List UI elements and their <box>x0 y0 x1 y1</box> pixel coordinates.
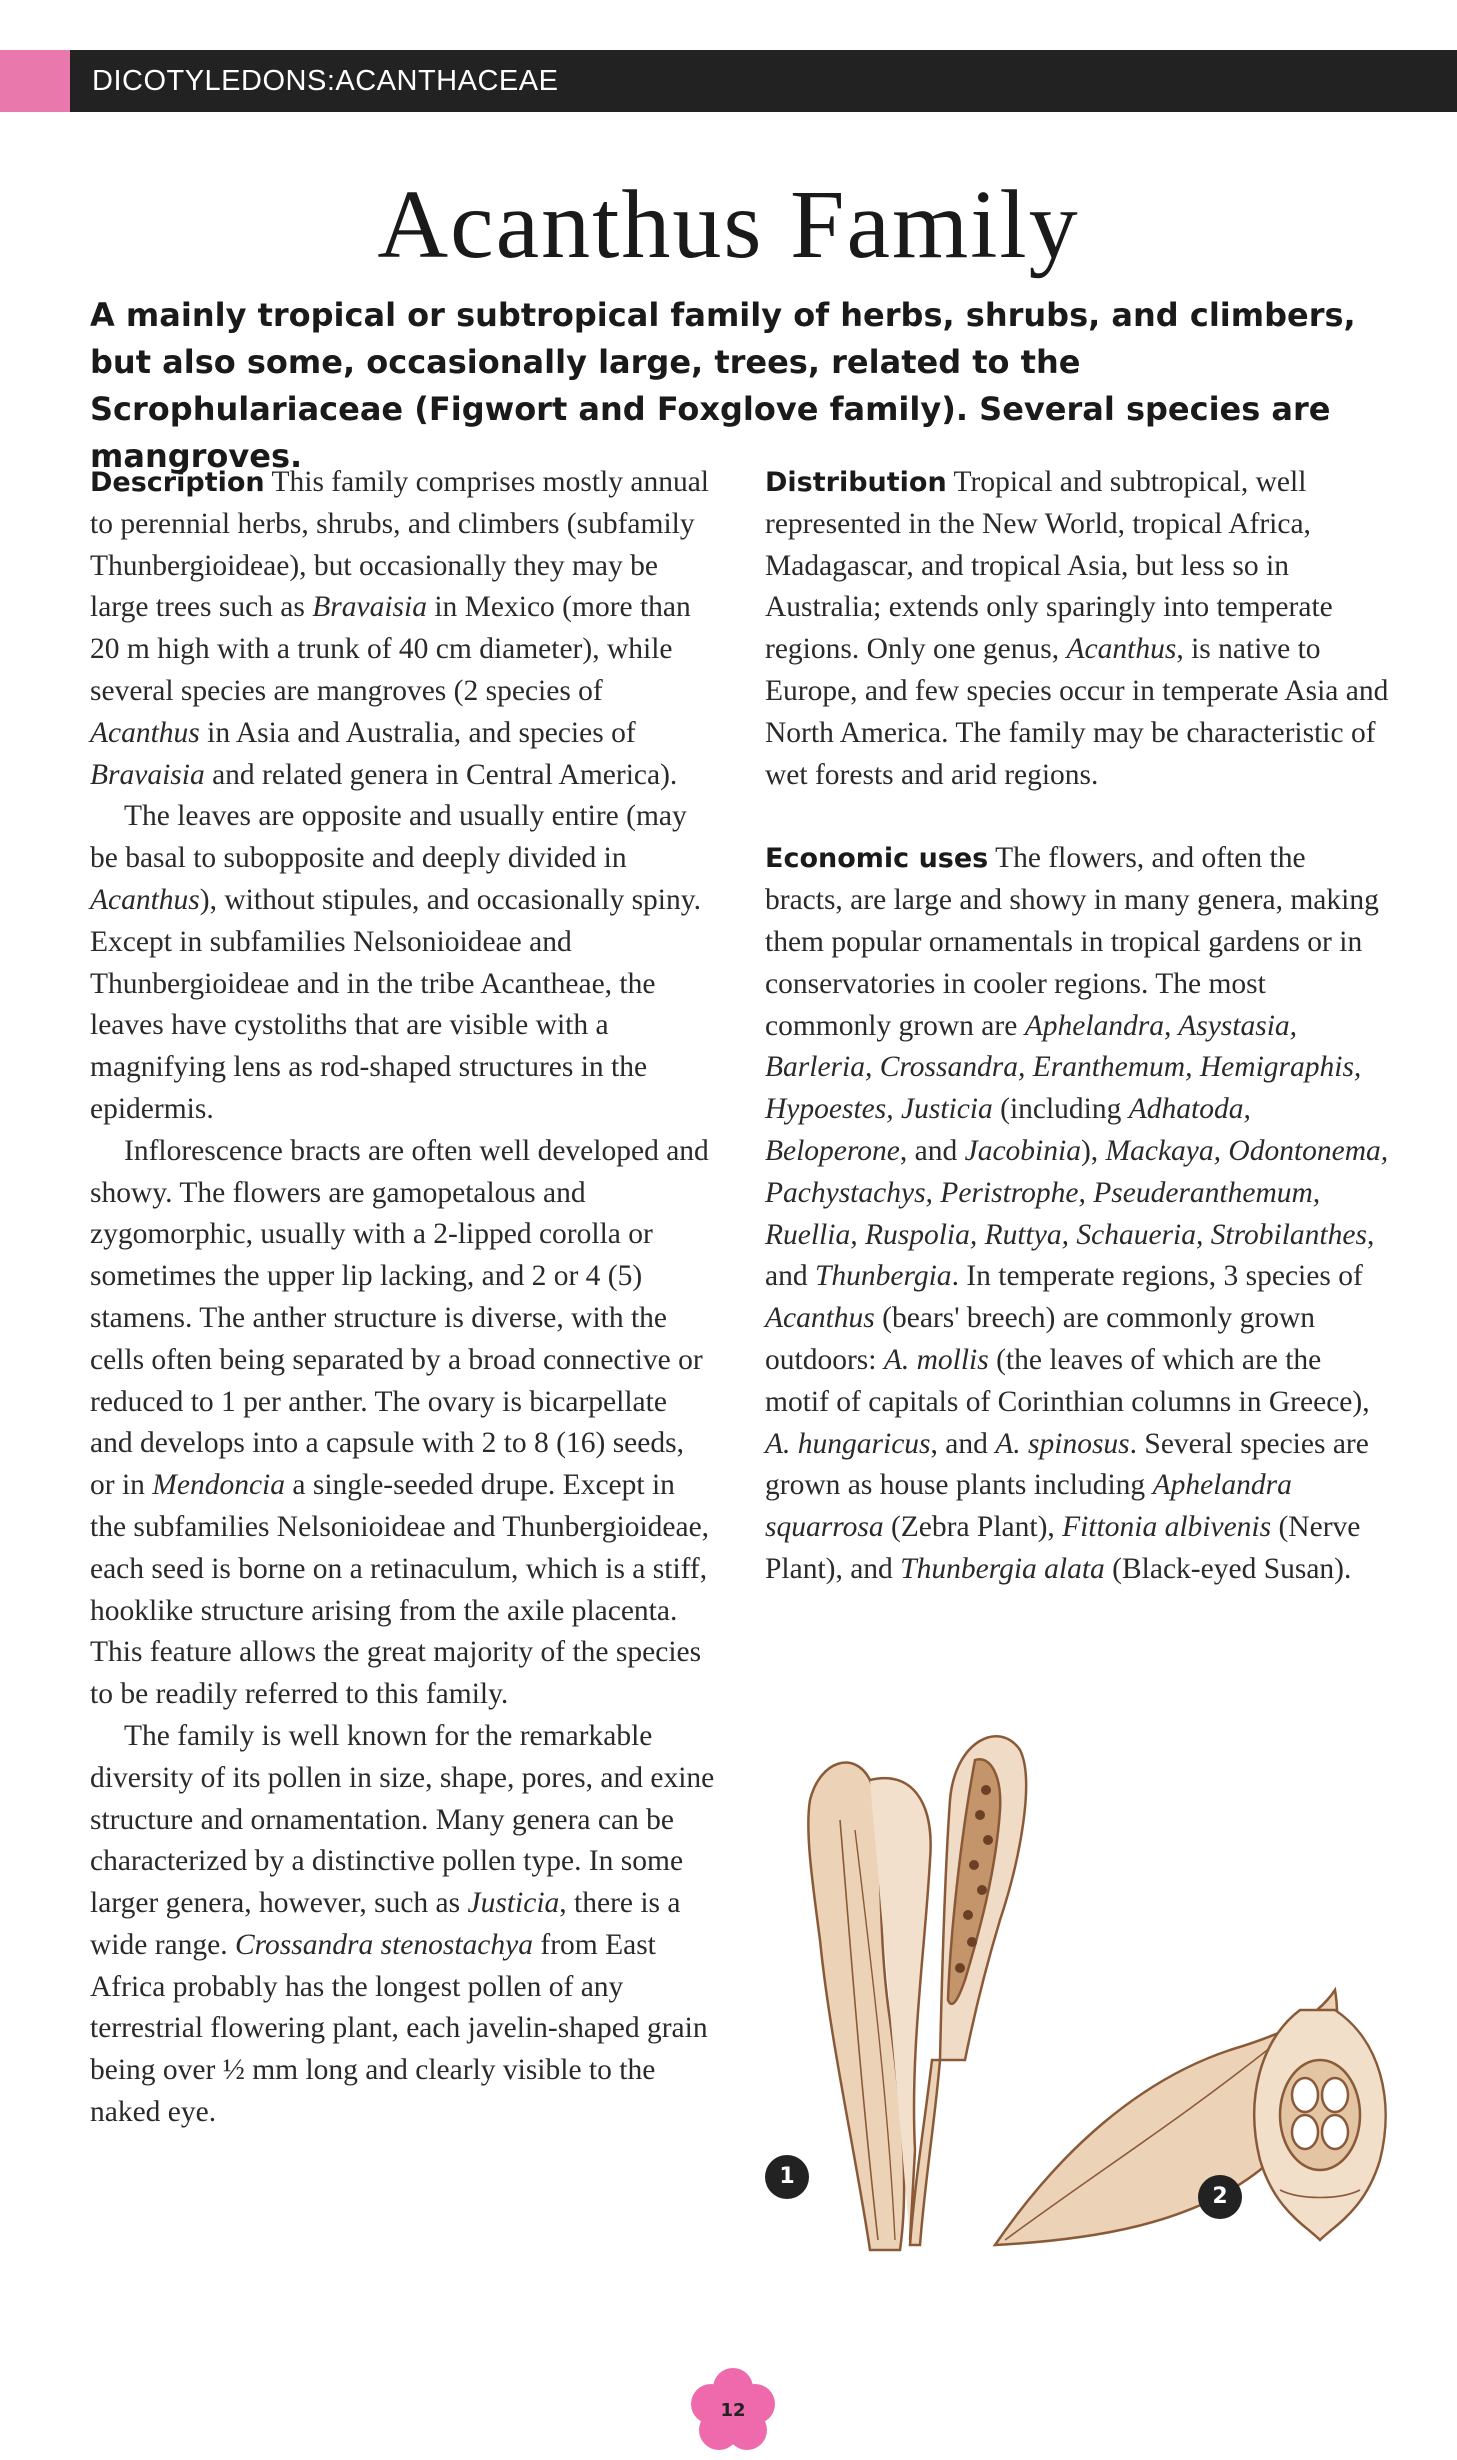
genus-name: Acanthus <box>765 1302 875 1335</box>
text-run: (bears' breech) are commonly grown outdoors: <box>765 1302 1316 1376</box>
figure-badge-1: 1 <box>765 2155 809 2199</box>
text-run: ), without stipules, and occasionally spiny. Except in subfamilies Nelsonioideae and Thunbergioideae and in the tribe Acantheae, the leaves have cystoliths that are visible with a magnifying lens as rod-shaped structures in the epidermis. <box>90 883 701 1125</box>
economic-uses-paragraph <box>765 838 1390 1590</box>
text-run: The leaves are opposite and usually entire (may be basal to subopposite and deeply divided in <box>90 800 687 875</box>
text-run: This family comprises mostly annual to perennial herbs, shrubs, and climbers (subfamily Thunbergioideae), but occasionally they may be large trees such as <box>90 466 709 624</box>
flower-illustration <box>760 1720 1400 2260</box>
species-name: A. mollis <box>883 1343 989 1376</box>
text-run: , and <box>930 1427 996 1460</box>
text-run: . Several species are grown as house plants including <box>765 1427 1369 1502</box>
text-run: (Nerve Plant), and <box>765 1511 1361 1585</box>
page-number: 12 <box>720 2400 746 2421</box>
distribution-paragraph <box>765 462 1390 796</box>
fruit-section-drawing <box>1254 2010 1385 2240</box>
genus-name: Acanthus <box>90 883 200 916</box>
species-name: Fittonia albivenis <box>1062 1511 1272 1544</box>
text-run: and related genera in Central America). <box>204 758 678 791</box>
text-run: (the leaves of which are the motif of capitals of Corinthian columns in Greece), <box>765 1343 1370 1418</box>
economic-uses-heading: Economic uses <box>765 843 989 875</box>
text-run: (Black-eyed Susan). <box>1104 1552 1352 1585</box>
description-paragraph-3 <box>90 1131 715 1716</box>
genus-name: Justicia <box>467 1887 560 1920</box>
distribution-heading: Distribution <box>765 467 947 498</box>
genus-name: Acanthus <box>90 716 200 749</box>
genus-name: Acanthus <box>1066 633 1177 666</box>
section-label: DICOTYLEDONS:ACANTHACEAE <box>92 65 559 97</box>
text-run: , there is a wide range. <box>90 1887 681 1961</box>
genus-name: Jacobinia <box>964 1134 1081 1167</box>
text-run: in Asia and Australia, and species of <box>199 716 636 749</box>
text-run: (Zebra Plant), <box>883 1511 1063 1544</box>
description-heading: Description <box>90 467 265 498</box>
genus-list: Aphelandra, Asystasia, Barleria, Crossandra, Eranthemum, Hemigraphis, Hypoestes, Justicia <box>765 1009 1362 1126</box>
genus-name: Mendoncia <box>152 1469 285 1502</box>
figure-badge-2: 2 <box>1198 2175 1242 2219</box>
text-run: (including <box>992 1093 1129 1126</box>
text-run: Inflorescence bracts are often well developed and showy. The flowers are gamopetalous and zygomorphic, usually with a 2-lipped corolla or sometimes the upper lip lacking, and 2 or 4 (5) stamens. The anther structure is diverse, with the cells often being separated by a broad connective or reduced to 1 per anther. The ovary is bicarpellate and develops into a capsule with 2 to 8 (16) seeds, or in <box>90 1134 709 1502</box>
species-name: Thunbergia alata <box>900 1552 1105 1585</box>
text-run: , and <box>899 1134 965 1167</box>
text-run: , is native to Europe, and few species occur in temperate Asia and North America. The family may be characteristic of wet forests and arid regions. <box>765 633 1389 791</box>
genus-name: Bravaisia <box>90 758 205 791</box>
right-column <box>765 462 1390 1591</box>
text-run: in Mexico (more than 20 m high with a trunk of 40 cm diameter), while several species are mangroves (2 species of <box>90 591 691 707</box>
genus-list: Mackaya, Odontonema, Pachystachys, Peristrophe, Pseuderanthemum, Ruellia, Ruspolia, Ruttya, Schaueria, Strobilanthes <box>765 1134 1389 1251</box>
description-paragraph-1 <box>90 462 715 796</box>
genus-name: Thunbergia <box>814 1260 952 1293</box>
description-paragraph-2 <box>90 796 715 1130</box>
text-run: . In temperate regions, 3 species of <box>951 1260 1363 1293</box>
genus-list: Adhatoda, Beloperone <box>765 1093 1251 1167</box>
species-name: A. hungaricus <box>765 1427 931 1460</box>
genus-name: Bravaisia <box>312 591 427 624</box>
text-run: The flowers, and often the bracts, are large and showy in many genera, making them popular ornamentals in tropical gardens or in conservatories in cooler regions. The most commonly grown are <box>765 842 1379 1042</box>
intro-paragraph: A mainly tropical or subtropical family of herbs, shrubs, and climbers, but also some, occasionally large, trees, related to the Scrophulariaceae (Figwort and Foxglove family). Several species are mangroves. <box>90 296 1356 475</box>
text-run: ), <box>1080 1134 1106 1167</box>
section-header-bar <box>0 50 1457 112</box>
text-run: The family is well known for the remarkable diversity of its pollen in size, shape, pores, and exine structure and ornamentation. Many genera can be characterized by a distinctive pollen type. In some larger genera, however, such as <box>90 1719 715 1920</box>
species-name: A. spinosus <box>995 1427 1130 1460</box>
text-run: from East Africa probably has the longest pollen of any terrestrial flowering plant, each javelin-shaped grain being over ½ mm long and clearly visible to the naked eye. <box>90 1928 708 2129</box>
left-column <box>90 462 715 2134</box>
botanical-illustration <box>760 1720 1400 2260</box>
species-name: Crossandra stenostachya <box>234 1928 533 1961</box>
text-run: , and <box>765 1218 1375 1293</box>
text-run: a single-seeded drupe. Except in the subfamilies Nelsonioideae and Thunbergioideae, each seed is borne on a retinaculum, which is a stiff, hooklike structure arising from the axile placenta. This feature allows the great majority of the species to be readily referred to this family. <box>90 1469 710 1711</box>
species-name: Aphelandra squarrosa <box>765 1469 1292 1544</box>
text-run: Tropical and subtropical, well represented in the New World, tropical Africa, Madagascar, and tropical Asia, but less so in Australia; extends only sparingly into temperate regions. Only one genus, <box>765 466 1333 666</box>
header-accent-block <box>0 50 70 112</box>
description-paragraph-4 <box>90 1716 715 2134</box>
page-title: Acanthus Family <box>377 171 1080 279</box>
page-number-flower <box>688 2366 778 2456</box>
